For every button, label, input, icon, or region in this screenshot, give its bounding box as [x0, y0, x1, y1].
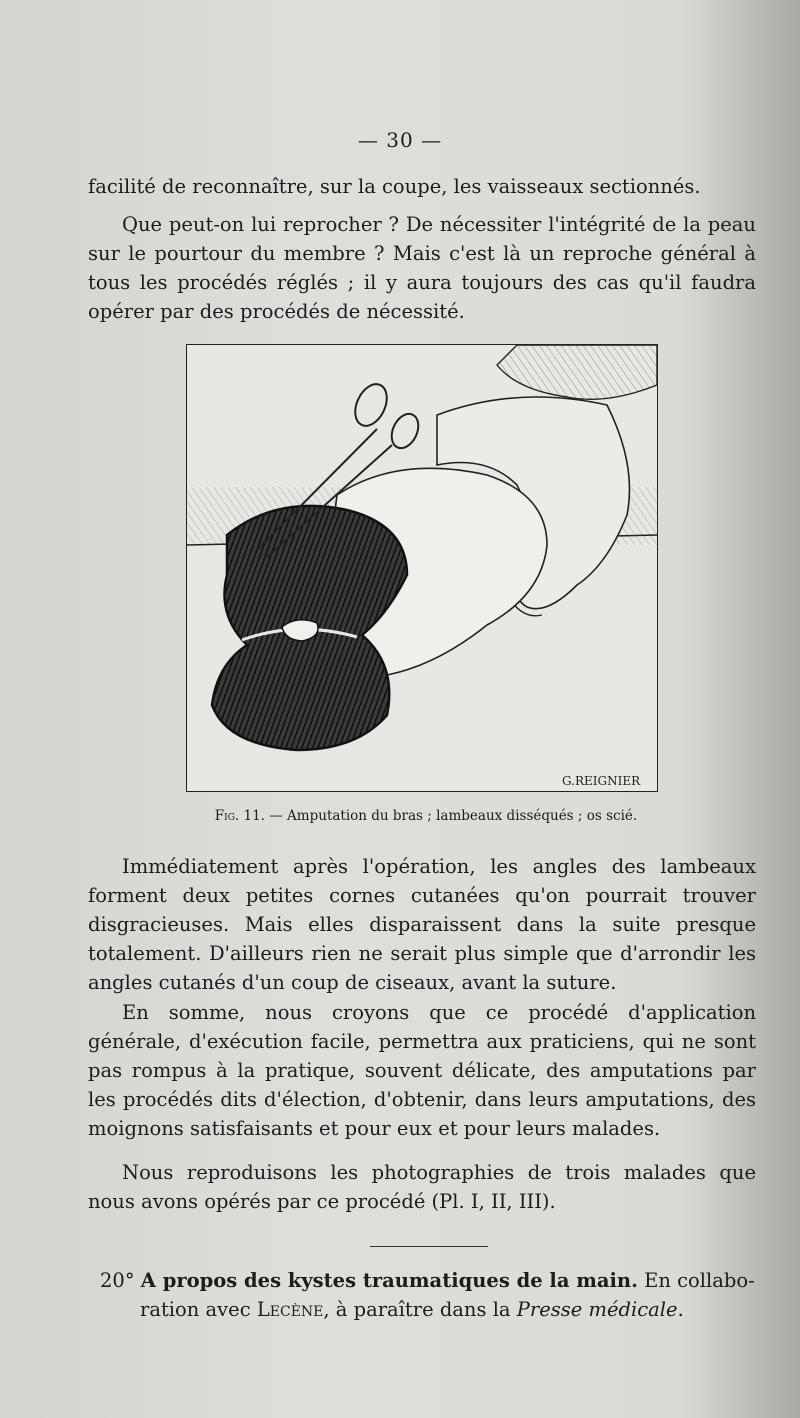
- entry-text-2: ration avec: [140, 1298, 251, 1321]
- entry-text-1: En collabo-: [644, 1269, 755, 1292]
- figure-caption: [186, 808, 666, 824]
- amputation-engraving: [187, 345, 657, 791]
- figure-caption-text: — Amputation du bras ; lambeaux disséqués ; os scié.: [269, 808, 638, 824]
- figure-illustration: [186, 344, 658, 792]
- entry-line-2: [100, 1295, 756, 1324]
- upper-hand-shading: [497, 345, 657, 399]
- page-number: — 30 —: [357, 128, 443, 152]
- figure-label: Fig. 11.: [214, 808, 265, 824]
- entry-number: 20°: [100, 1269, 135, 1292]
- entry-text-3: , à paraître dans la: [323, 1298, 511, 1321]
- paragraph-angles: Immédiatement après l'opération, les angles des lambeaux forment deux petites cornes cutanées qu'on pourrait trouver disgracieuses. Mais elles disparaissent dans la suite presque totalement. D'ailleurs rien ne serait plus simple que d'arrondir les angles cutanés d'un coup de ciseaux, avant la suture.: [88, 855, 756, 994]
- section-divider: [370, 1246, 488, 1247]
- artist-signature: G.REIGNIER: [562, 774, 641, 788]
- entry-end: .: [677, 1298, 684, 1321]
- entry-journal: Presse médicale: [516, 1298, 678, 1321]
- bibliography-entry: [100, 1266, 756, 1324]
- paragraph-continuation: facilité de reconnaître, sur la coupe, les vaisseaux sectionnés.: [88, 175, 701, 198]
- entry-title: A propos des kystes traumatiques de la main.: [140, 1269, 638, 1292]
- paragraph-reproach: Que peut-on lui reprocher ? De nécessiter l'intégrité de la peau sur le pourtour du membre ? Mais c'est là un reproche général à tous les procédés réglés ; il y aura toujours des cas qu'il faudra opérer par des procédés de nécessité.: [88, 213, 756, 323]
- paragraph-photographs: Nous reproduisons les photographies de trois malades que nous avons opérés par ce procédé (Pl. I, II, III).: [88, 1161, 756, 1213]
- entry-coauthor: Lecène: [256, 1298, 324, 1321]
- paragraph-summary: En somme, nous croyons que ce procédé d'application générale, d'exécution facile, permettra aux praticiens, qui ne sont pas rompus à la pratique, souvent délicate, des amputations par les procédés dits d'élection, d'obtenir, dans leurs amputations, des moignons satisfaisants et pour eux et pour leurs malades.: [88, 1001, 756, 1140]
